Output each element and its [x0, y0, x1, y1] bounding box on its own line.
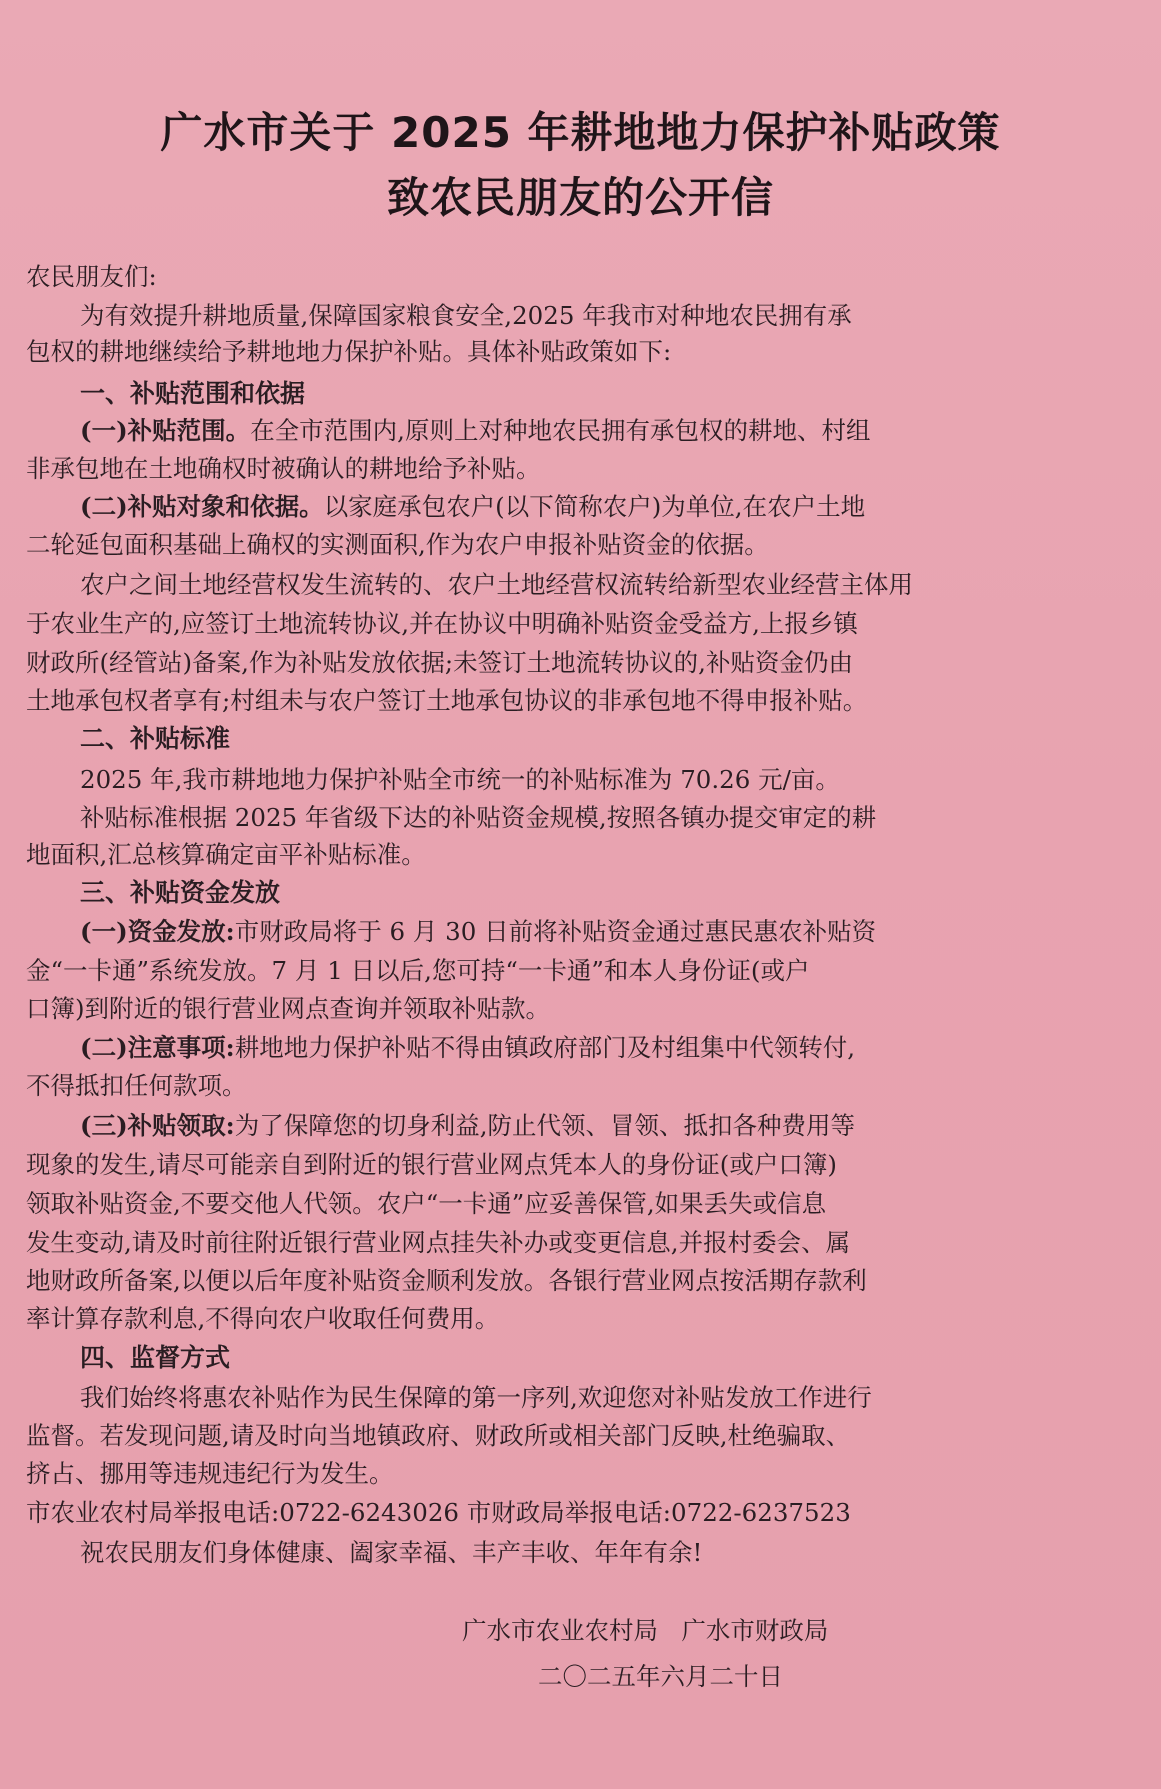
paragraph-line: 率计算存款利息,不得向农户收取任何费用。	[26, 1304, 500, 1333]
paragraph-line: (二)补贴对象和依据。以家庭承包农户(以下简称农户)为单位,在农户土地	[80, 492, 866, 521]
paragraph-line: 于农业生产的,应签订土地流转协议,并在协议中明确补贴资金受益方,上报乡镇	[26, 609, 858, 638]
paragraph-line: (二)注意事项:耕地地力保护补贴不得由镇政府部门及村组集中代领转付,	[80, 1033, 856, 1062]
signature-date: 二〇二五年六月二十日	[538, 1662, 783, 1691]
paragraph-line: 补贴标准根据 2025 年省级下达的补贴资金规模,按照各镇办提交审定的耕	[80, 803, 877, 832]
section-heading-supervision: 四、监督方式	[80, 1343, 231, 1372]
paragraph-line: (一)补贴范围。在全市范围内,原则上对种地农民拥有承包权的耕地、村组	[80, 416, 871, 445]
paragraph-line: 财政所(经管站)备案,作为补贴发放依据;未签订土地流转协议的,补贴资金仍由	[26, 648, 853, 677]
paragraph-line: 我们始终将惠农补贴作为民生保障的第一序列,欢迎您对补贴发放工作进行	[80, 1383, 872, 1412]
paragraph-line: 农户之间土地经营权发生流转的、农户土地经营权流转给新型农业经营主体用	[80, 570, 913, 599]
paragraph-line: 非承包地在土地确权时被确认的耕地给予补贴。	[26, 454, 541, 483]
paragraph-line: 口簿)到附近的银行营业网点查询并领取补贴款。	[26, 994, 551, 1023]
hotline-line: 市农业农村局举报电话:0722-6243026 市财政局举报电话:0722-6237523	[26, 1498, 851, 1527]
intro-line: 包权的耕地继续给予耕地地力保护补贴。具体补贴政策如下:	[26, 337, 672, 366]
paragraph-line: 金“一卡通”系统发放。7 月 1 日以后,您可持“一卡通”和本人身份证(或户	[26, 956, 810, 985]
page-title: 广水市关于 2025 年耕地地力保护补贴政策	[160, 108, 1001, 157]
paragraph-line: 监督。若发现问题,请及时向当地镇政府、财政所或相关部门反映,杜绝骗取、	[26, 1421, 851, 1450]
clause-label: (二)注意事项:	[80, 1033, 235, 1062]
section-heading-payment: 三、补贴资金发放	[80, 878, 281, 907]
paragraph-line: 地财政所备案,以便以后年度补贴资金顺利发放。各银行营业网点按活期存款利	[26, 1266, 867, 1295]
paragraph-line: 土地承包权者享有;村组未与农户签订土地承包协议的非承包地不得申报补贴。	[26, 686, 868, 715]
clause-label: (三)补贴领取:	[80, 1111, 235, 1140]
signature-orgs: 广水市农业农村局 广水市财政局	[462, 1616, 829, 1645]
clause-label: (一)补贴范围。	[80, 416, 251, 445]
intro-line: 为有效提升耕地质量,保障国家粮食安全,2025 年我市对种地农民拥有承	[80, 301, 852, 330]
paragraph-line: 挤占、挪用等违规违纪行为发生。	[26, 1459, 394, 1488]
paragraph-line: 发生变动,请及时前往附近银行营业网点挂失补办或变更信息,并报村委会、属	[26, 1228, 851, 1257]
section-heading-scope: 一、补贴范围和依据	[80, 379, 306, 408]
closing-wish: 祝农民朋友们身体健康、阖家幸福、丰产丰收、年年有余!	[80, 1538, 703, 1567]
paragraph-line: 现象的发生,请尽可能亲自到附近的银行营业网点凭本人的身份证(或户口簿)	[26, 1150, 837, 1179]
paragraph-line: 地面积,汇总核算确定亩平补贴标准。	[26, 840, 426, 869]
clause-label: (二)补贴对象和依据。	[80, 492, 324, 521]
paragraph-line: 二轮延包面积基础上确权的实测面积,作为农户申报补贴资金的依据。	[26, 530, 769, 559]
section-heading-standard: 二、补贴标准	[80, 724, 231, 753]
paragraph-line: 2025 年,我市耕地地力保护补贴全市统一的补贴标准为 70.26 元/亩。	[80, 765, 840, 794]
paragraph-line: 不得抵扣任何款项。	[26, 1071, 247, 1100]
paragraph-line: (一)资金发放:市财政局将于 6 月 30 日前将补贴资金通过惠民惠农补贴资	[80, 917, 877, 946]
paragraph-line: (三)补贴领取:为了保障您的切身利益,防止代领、冒领、抵扣各种费用等	[80, 1111, 856, 1140]
clause-label: (一)资金发放:	[80, 917, 235, 946]
greeting: 农民朋友们:	[26, 262, 157, 291]
paragraph-line: 领取补贴资金,不要交他人代领。农户“一卡通”应妥善保管,如果丢失或信息	[26, 1189, 827, 1218]
page-subtitle: 致农民朋友的公开信	[386, 173, 774, 222]
